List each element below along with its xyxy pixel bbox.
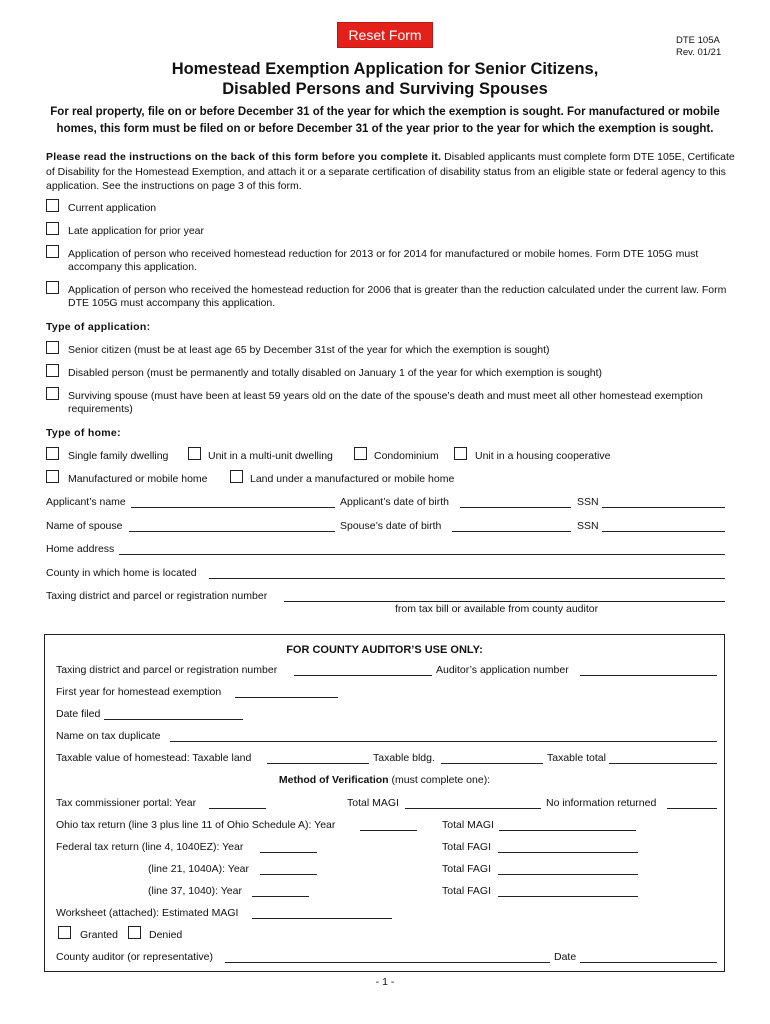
single-family-label: Single family dwelling [68, 450, 169, 462]
taxable-total-field[interactable] [609, 763, 717, 764]
late-application-checkbox[interactable] [46, 222, 59, 235]
filing-line-1: For real property, file on or before December 31 of the year for which the exemption is sought. For manufactured or mobile [50, 106, 720, 118]
granted-label: Granted [80, 929, 118, 941]
auditor-heading: FOR COUNTY AUDITOR’S USE ONLY: [286, 644, 483, 656]
taxable-bldg-field[interactable] [441, 763, 543, 764]
late-application-label: Late application for prior year [68, 225, 204, 237]
denied-checkbox[interactable] [128, 926, 141, 939]
taxable-land-field[interactable] [267, 763, 369, 764]
single-family-checkbox[interactable] [46, 447, 59, 460]
title-line-2: Disabled Persons and Surviving Spouses [222, 80, 548, 98]
worksheet-magi-field[interactable] [252, 918, 392, 919]
method-of-verification [44, 774, 725, 786]
portal-year-field[interactable] [209, 808, 266, 809]
portal-magi-label: Total MAGI [347, 797, 399, 809]
current-application-label: Current application [68, 202, 157, 214]
county-label: County in which home is located [46, 567, 197, 579]
applicant-ssn-label: SSN [577, 496, 599, 508]
fagi-3-label: Total FAGI [442, 885, 492, 897]
current-application-checkbox[interactable] [46, 199, 59, 212]
reset-form-button[interactable]: Reset Form [337, 22, 433, 48]
title-line-1: Homestead Exemption Application for Senior Citizens, [171, 60, 599, 78]
filing-line-2: homes, this form must be filed on or before December 31 of the year prior to the year for which the exemption is sought. [56, 123, 714, 135]
taxing-district-label: Taxing district and parcel or registration number [46, 590, 268, 602]
applicant-dob-field[interactable] [460, 507, 571, 508]
fagi-3-field[interactable] [498, 896, 638, 897]
taxable-total-label: Taxable total [547, 752, 606, 764]
ohio-return-label: Ohio tax return (line 3 plus line 11 of Ohio Schedule A): Year [56, 819, 336, 831]
name-duplicate-field[interactable] [170, 741, 717, 742]
spouse-dob-label: Spouse’s date of birth [340, 520, 442, 532]
housing-cooperative-label: Unit in a housing cooperative [475, 450, 611, 462]
land-under-home-checkbox[interactable] [230, 470, 243, 483]
senior-citizen-label: Senior citizen (must be at least age 65 by December 31st of the year for which the exemption is sought) [68, 344, 550, 356]
method-bold: Method of Verification [278, 774, 389, 786]
multi-unit-label: Unit in a multi-unit dwelling [208, 450, 333, 462]
no-info-field[interactable] [667, 808, 717, 809]
auditor-date-field[interactable] [580, 962, 717, 963]
auditor-app-number-field[interactable] [580, 675, 717, 676]
fagi-1-label: Total FAGI [442, 841, 492, 853]
auditor-date-label: Date [554, 951, 577, 963]
denied-label: Denied [149, 929, 183, 941]
taxing-district-field[interactable] [284, 601, 725, 602]
instructions [46, 150, 736, 194]
taxing-district-note: from tax bill or available from county auditor [395, 603, 599, 615]
applicant-ssn-field[interactable] [602, 507, 725, 508]
ohio-magi-field[interactable] [499, 830, 636, 831]
condominium-checkbox[interactable] [354, 447, 367, 460]
type-of-home-heading: Type of home: [46, 427, 121, 439]
filing-deadline [0, 104, 770, 138]
line21-label: (line 21, 1040A): Year [148, 863, 249, 875]
line37-label: (line 37, 1040): Year [148, 885, 242, 897]
multi-unit-checkbox[interactable] [188, 447, 201, 460]
spouse-dob-field[interactable] [452, 531, 571, 532]
fagi-1-field[interactable] [498, 852, 638, 853]
instructions-bold: Please read the instructions on the back of this form before you complete it. [46, 151, 442, 163]
auditor-taxing-district-label: Taxing district and parcel or registration number [56, 664, 278, 676]
disabled-person-label: Disabled person (must be permanently and totally disabled on January 1 of the year for which exemption is sought) [68, 367, 603, 379]
applicant-dob-label: Applicant’s date of birth [340, 496, 449, 508]
fagi-2-label: Total FAGI [442, 863, 492, 875]
no-info-label: No information returned [546, 797, 657, 809]
date-filed-field[interactable] [104, 719, 243, 720]
portal-magi-field[interactable] [405, 808, 541, 809]
worksheet-label: Worksheet (attached): Estimated MAGI [56, 907, 239, 919]
reduction-2006-checkbox[interactable] [46, 281, 59, 294]
first-year-label: First year for homestead exemption [56, 686, 222, 698]
ohio-return-year-field[interactable] [360, 830, 417, 831]
fagi-2-field[interactable] [498, 874, 638, 875]
page-number: - 1 - [375, 976, 395, 988]
condominium-label: Condominium [374, 450, 439, 462]
spouse-ssn-field[interactable] [602, 531, 725, 532]
method-rest: (must complete one): [388, 774, 491, 786]
ohio-magi-label: Total MAGI [442, 819, 494, 831]
disabled-person-checkbox[interactable] [46, 364, 59, 377]
spouse-name-label: Name of spouse [46, 520, 123, 532]
land-under-home-label: Land under a manufactured or mobile home [250, 473, 455, 485]
surviving-spouse-checkbox[interactable] [46, 387, 59, 400]
manufactured-home-label: Manufactured or mobile home [68, 473, 208, 485]
auditor-app-number-label: Auditor’s application number [436, 664, 569, 676]
county-field[interactable] [209, 578, 725, 579]
federal-return-label: Federal tax return (line 4, 1040EZ): Year [56, 841, 244, 853]
form-number [676, 35, 721, 59]
first-year-field[interactable] [235, 697, 338, 698]
revision-date: Rev. 01/21 [676, 47, 722, 58]
reduction-2006-label: Application of person who received the homestead reduction for 2006 that is greater than the reduction calculated under the current law. Form DTE 105G must accompany this application. [68, 284, 727, 309]
portal-year-label: Tax commissioner portal: Year [56, 797, 197, 809]
line21-year-field[interactable] [260, 874, 317, 875]
federal-1040ez-year-field[interactable] [260, 852, 317, 853]
taxable-land-label: Taxable value of homestead: Taxable land [56, 752, 252, 764]
applicant-name-label: Applicant’s name [46, 496, 126, 508]
reduction-2013-label: Application of person who received homestead reduction for 2013 or for 2014 for manufactured or mobile homes. Form DTE 105G must accompany this application. [68, 248, 699, 273]
spouse-ssn-label: SSN [577, 520, 599, 532]
line37-year-field[interactable] [252, 896, 309, 897]
name-duplicate-label: Name on tax duplicate [56, 730, 161, 742]
date-filed-label: Date filed [56, 708, 101, 720]
type-of-application-heading: Type of application: [46, 321, 151, 333]
granted-checkbox[interactable] [58, 926, 71, 939]
housing-cooperative-checkbox[interactable] [454, 447, 467, 460]
reduction-2013-checkbox[interactable] [46, 245, 59, 258]
auditor-taxing-district-field[interactable] [294, 675, 432, 676]
instructions-text: Disabled applicants must complete form DTE 105E, Certificate of Disability for the Homestead Exemption, and attach it or a separate certification of disability status from an eligible state or federal agency to this application. See the instructions on page 3 of this form. [46, 151, 735, 192]
home-address-field[interactable] [119, 554, 725, 555]
applicant-name-field[interactable] [131, 507, 335, 508]
form-id: DTE 105A [676, 35, 720, 46]
page-title [0, 59, 770, 99]
taxable-bldg-label: Taxable bldg. [373, 752, 435, 764]
county-auditor-label: County auditor (or representative) [56, 951, 213, 963]
county-auditor-signature-field[interactable] [225, 962, 550, 963]
spouse-name-field[interactable] [129, 531, 335, 532]
manufactured-home-checkbox[interactable] [46, 470, 59, 483]
surviving-spouse-label: Surviving spouse (must have been at least 59 years old on the date of the spouse’s death and must meet all other homestead exemption requirements) [68, 390, 703, 415]
home-address-label: Home address [46, 543, 115, 555]
senior-citizen-checkbox[interactable] [46, 341, 59, 354]
